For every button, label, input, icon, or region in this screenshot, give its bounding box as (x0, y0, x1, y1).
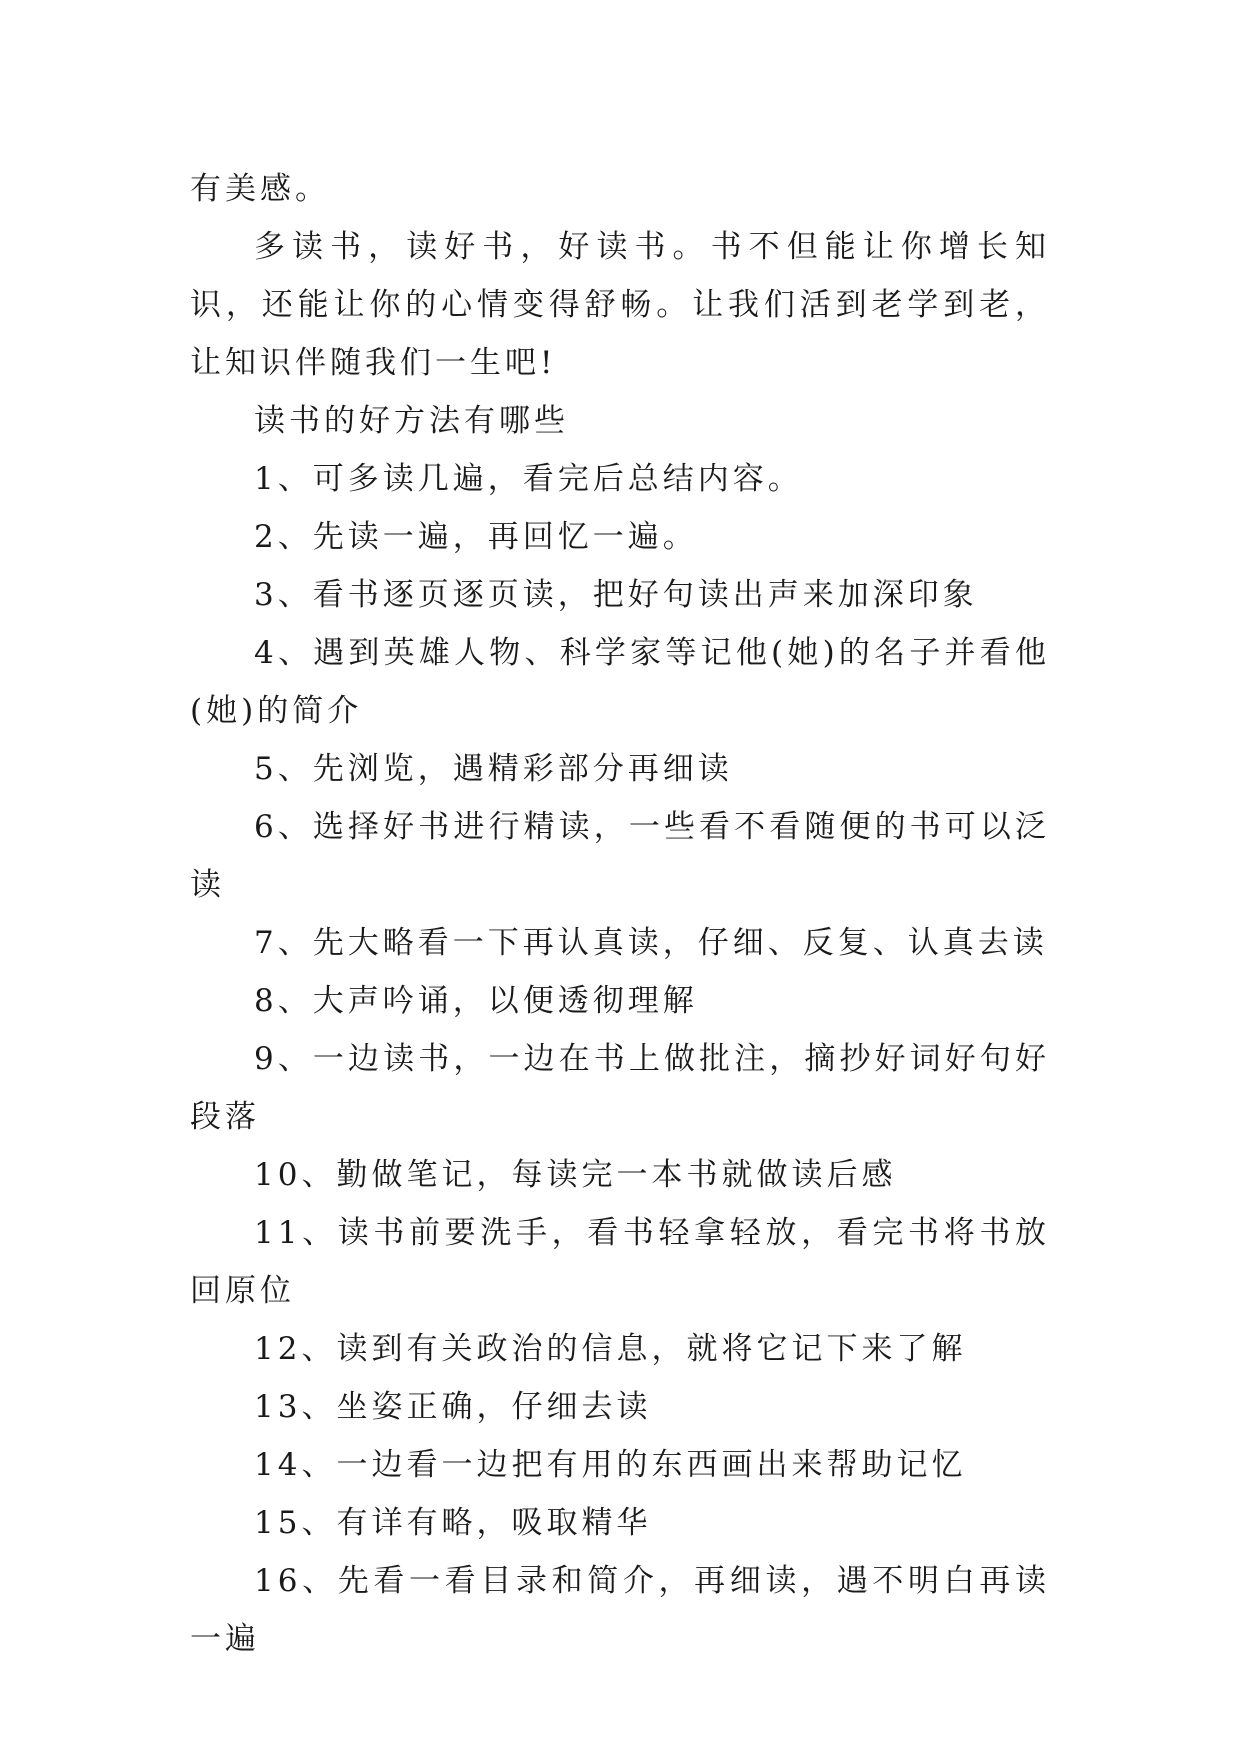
list-item: 16、先看一看目录和简介，再细读，遇不明白再读一遍 (190, 1563, 1050, 1657)
paragraph-reading-advice: 多读书，读好书，好读书。书不但能让你增长知识，还能让你的心情变得舒畅。让我们活到老学到老，让知识伴随我们一生吧! (190, 229, 1050, 381)
list-item: 4、遇到英雄人物、科学家等记他(她)的名子并看他(她)的简介 (190, 635, 1050, 729)
list-item: 12、读到有关政治的信息，就将它记下来了解 (254, 1331, 967, 1367)
list-item: 3、看书逐页逐页读，把好句读出声来加深印象 (254, 577, 978, 613)
list-item: 1、可多读几遍，看完后总结内容。 (254, 461, 803, 497)
list-item: 14、一边看一边把有用的东西画出来帮助记忆 (254, 1447, 967, 1483)
list-item: 9、一边读书，一边在书上做批注，摘抄好词好句好段落 (190, 1041, 1050, 1135)
list-item: 11、读书前要洗手，看书轻拿轻放，看完书将书放回原位 (190, 1215, 1050, 1309)
list-item: 10、勤做笔记，每读完一本书就做读后感 (254, 1157, 897, 1193)
list-item: 7、先大略看一下再认真读，仔细、反复、认真去读 (254, 925, 1048, 961)
list-item: 2、先读一遍，再回忆一遍。 (254, 519, 698, 555)
section-heading: 读书的好方法有哪些 (254, 403, 569, 439)
list-item: 5、先浏览，遇精彩部分再细读 (254, 751, 733, 787)
list-item: 6、选择好书进行精读，一些看不看随便的书可以泛读 (190, 809, 1050, 903)
list-item: 15、有详有略，吸取精华 (254, 1505, 652, 1541)
document-page (190, 160, 1050, 1668)
list-item: 13、坐姿正确，仔细去读 (254, 1389, 652, 1425)
paragraph-continuation: 有美感。 (190, 171, 330, 207)
list-item: 8、大声吟诵，以便透彻理解 (254, 983, 698, 1019)
